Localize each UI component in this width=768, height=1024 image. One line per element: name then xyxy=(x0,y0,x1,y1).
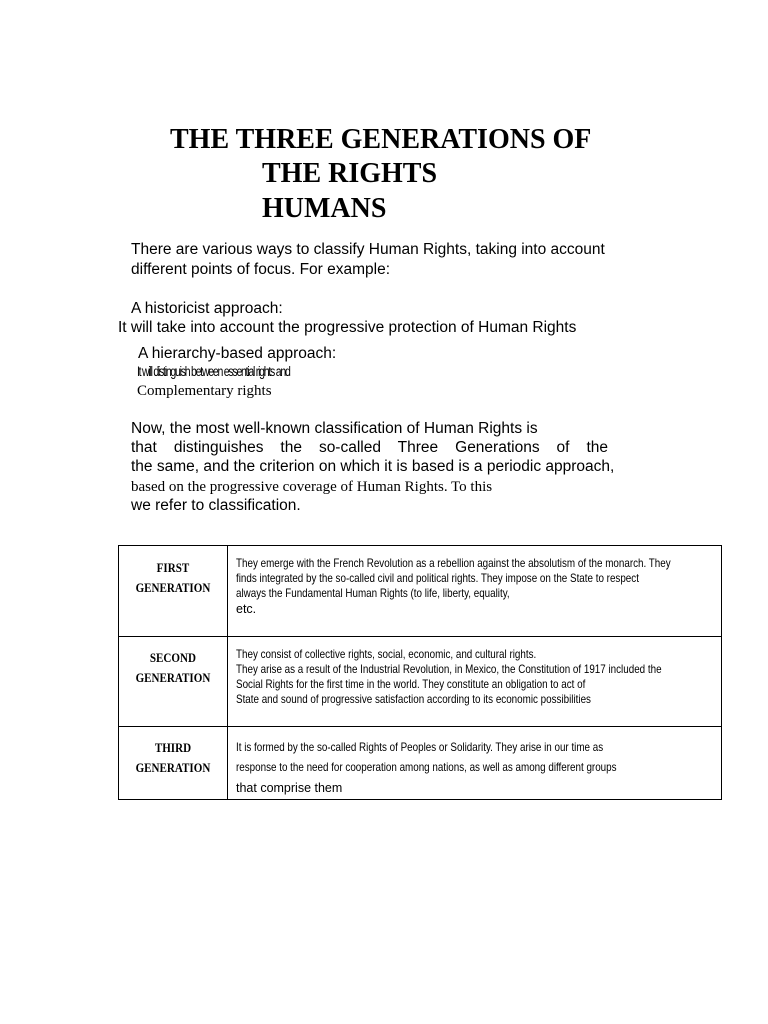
generation-label-line-2: GENERATION xyxy=(135,670,211,685)
description-line: that comprise them xyxy=(236,781,343,795)
description-line: They consist of collective rights, social, economic, and cultural rights. xyxy=(236,647,537,661)
classification-line-2: that distinguishes the so-called Three Generations of the xyxy=(131,439,608,456)
approach-heading: A historicist approach: xyxy=(131,300,283,317)
generation-label-line-2: GENERATION xyxy=(135,760,211,775)
title-line-1: THE THREE GENERATIONS OF xyxy=(170,124,592,155)
description-line: Social Rights for the first time in the world. They constitute an obligation to act of xyxy=(236,677,586,691)
table-row xyxy=(119,546,722,637)
description-line: finds integrated by the so-called civil and political rights. They impose on the State to respect xyxy=(236,571,639,585)
description-line: They arise as a result of the Industrial Revolution, in Mexico, the Constitution of 1917 included the xyxy=(236,662,662,676)
description-line: They emerge with the French Revolution as a rebellion against the absolutism of the monarch. They xyxy=(236,556,671,570)
approach-description: It will distinguish between essential rights and xyxy=(137,364,290,379)
title-line-2: THE RIGHTS xyxy=(262,158,438,189)
generations-table xyxy=(118,545,722,800)
title-line-3: HUMANS xyxy=(262,193,387,224)
table-row xyxy=(119,637,722,727)
description-line: It is formed by the so-called Rights of Peoples or Solidarity. They arise in our time as xyxy=(236,740,604,754)
approach-historicist xyxy=(131,299,283,319)
generation-label xyxy=(119,546,228,637)
classification-line-1: Now, the most well-known classification of Human Rights is xyxy=(131,420,538,437)
approach-hierarchy xyxy=(138,344,336,364)
table-row xyxy=(119,727,722,800)
generation-label xyxy=(119,727,228,800)
description-line: etc. xyxy=(236,602,257,616)
generation-description xyxy=(228,727,722,800)
generation-label-line-1: FIRST xyxy=(156,560,190,575)
generation-description xyxy=(228,637,722,727)
classification-line-3: the same, and the criterion on which it is based is a periodic approach, xyxy=(131,458,615,475)
approach-description-continued: Complementary rights xyxy=(137,383,272,399)
generation-label xyxy=(119,637,228,727)
classification-line-5: we refer to classification. xyxy=(131,497,301,514)
description-line: response to the need for cooperation among nations, as well as among different groups xyxy=(236,760,617,774)
intro-line-2: different points of focus. For example: xyxy=(131,261,391,278)
description-line: State and sound of progressive satisfaction according to its economic possibilities xyxy=(236,692,591,706)
generation-label-line-1: THIRD xyxy=(154,740,192,755)
generation-label-line-2: GENERATION xyxy=(135,580,211,595)
generation-description xyxy=(228,546,722,637)
approach-description: It will take into account the progressive protection of Human Rights xyxy=(118,319,577,336)
intro-line-1: There are various ways to classify Human Rights, taking into account xyxy=(131,241,605,258)
approach-heading: A hierarchy-based approach: xyxy=(138,345,337,362)
classification-line-4: based on the progressive coverage of Human Rights. To this xyxy=(131,479,493,495)
generation-label-line-1: SECOND xyxy=(149,650,197,665)
description-line: always the Fundamental Human Rights (to life, liberty, equality, xyxy=(236,586,510,600)
